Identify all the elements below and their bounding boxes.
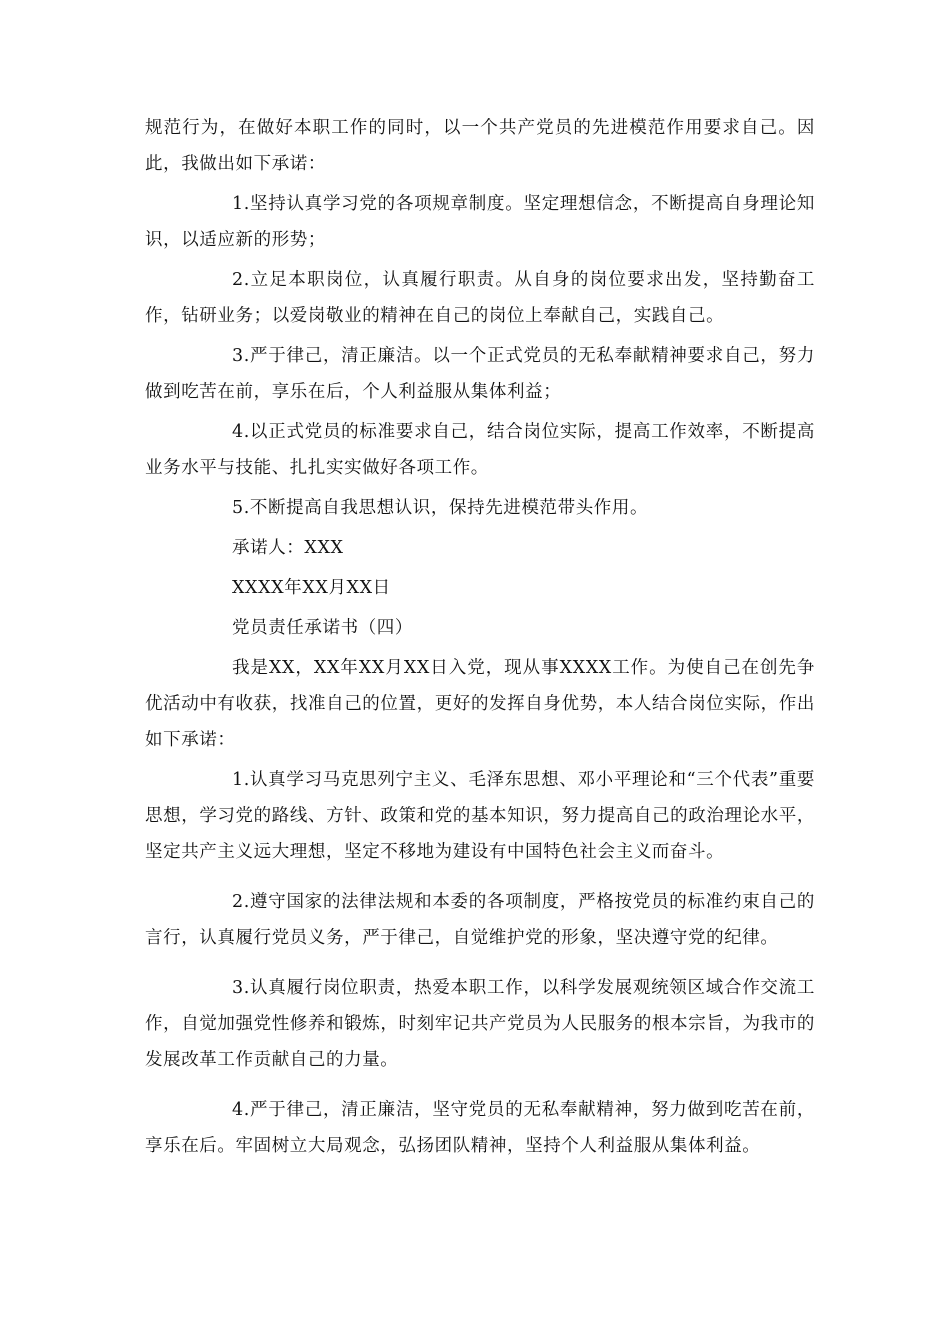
paragraph-intro: 规范行为，在做好本职工作的同时，以一个共产党员的先进模范作用要求自己。因此，我做出如下承诺： — [145, 118, 815, 174]
pledge-item-4: 4.严于律己，清正廉洁，坚守党员的无私奉献精神，努力做到吃苦在前，享乐在后。牢固树立大局观念，弘扬团队精神，坚持个人利益服从集体利益。 — [145, 1100, 815, 1156]
promise-item-1: 1.坚持认真学习党的各项规章制度。坚定理想信念，不断提高自身理论知识，以适应新的形势； — [145, 194, 815, 250]
promise-item-4: 4.以正式党员的标准要求自己，结合岗位实际，提高工作效率，不断提高业务水平与技能、扎扎实实做好各项工作。 — [145, 422, 815, 478]
signer-line: 承诺人：XXX — [232, 538, 344, 558]
pledge-item-3: 3.认真履行岗位职责，热爱本职工作，以科学发展观统领区域合作交流工作，自觉加强党性修养和锻炼，时刻牢记共产党员为人民服务的根本宗旨，为我市的发展改革工作贡献自己的力量。 — [145, 978, 815, 1070]
paragraph-self-intro: 我是XX，XX年XX月XX日入党，现从事XXXX工作。为使自己在创先争优活动中有收获，找准自己的位置，更好的发挥自身优势，本人结合岗位实际，作出如下承诺： — [145, 658, 815, 750]
document-page — [145, 110, 815, 1164]
promise-item-3: 3.严于律己，清正廉洁。以一个正式党员的无私奉献精神要求自己，努力做到吃苦在前，享乐在后，个人利益服从集体利益； — [145, 346, 815, 402]
promise-item-5: 5.不断提高自我思想认识，保持先进模范带头作用。 — [232, 498, 649, 518]
date-line: XXXX年XX月XX日 — [232, 578, 391, 598]
pledge-item-1: 1.认真学习马克思列宁主义、毛泽东思想、邓小平理论和“三个代表”重要思想，学习党的路线、方针、政策和党的基本知识，努力提高自己的政治理论水平，坚定共产主义远大理想，坚定不移地为建设有中国特色社会主义而奋斗。 — [145, 770, 815, 862]
promise-item-2: 2.立足本职岗位，认真履行职责。从自身的岗位要求出发，坚持勤奋工作，钻研业务；以爱岗敬业的精神在自己的岗位上奉献自己，实践自己。 — [145, 270, 815, 326]
section-title: 党员责任承诺书（四） — [232, 618, 413, 638]
pledge-item-2: 2.遵守国家的法律法规和本委的各项制度，严格按党员的标准约束自己的言行，认真履行党员义务，严于律己，自觉维护党的形象，坚决遵守党的纪律。 — [145, 892, 815, 948]
